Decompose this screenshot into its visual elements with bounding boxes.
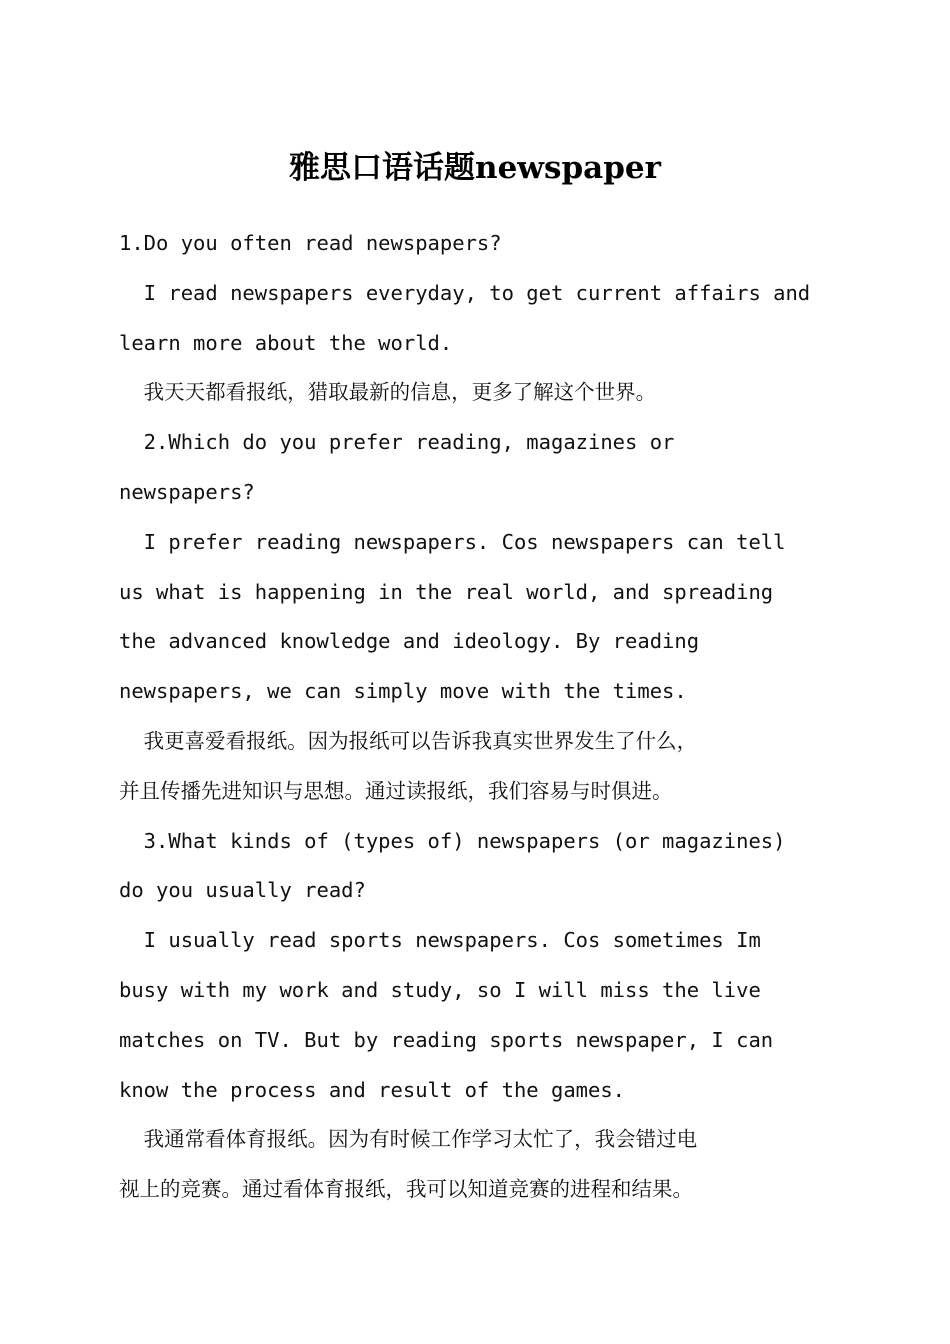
document-title: 雅思口语话题newspaper bbox=[289, 150, 661, 186]
text-line: 我通常看体育报纸。因为有时候工作学习太忙了，我会错过电 bbox=[119, 1127, 698, 1152]
text-line: the advanced knowledge and ideology. By reading bbox=[119, 629, 700, 654]
text-line: 视上的竞赛。通过看体育报纸，我可以知道竞赛的进程和结果。 bbox=[119, 1177, 693, 1202]
document-body bbox=[119, 219, 839, 1215]
text-line: I prefer reading newspapers. Cos newspapers can tell bbox=[119, 529, 786, 554]
text-line: 我天天都看报纸，猎取最新的信息，更多了解这个世界。 bbox=[119, 380, 657, 405]
text-line: know the process and result of the games. bbox=[119, 1077, 626, 1102]
text-line: us what is happening in the real world, and spreading bbox=[119, 579, 774, 604]
text-line: 3.What kinds of (types of) newspapers (or magazines) bbox=[119, 828, 786, 853]
text-line: I read newspapers everyday, to get current affairs and bbox=[119, 280, 811, 305]
text-line: do you usually read? bbox=[119, 878, 366, 903]
text-line: learn more about the world. bbox=[119, 330, 453, 355]
text-line: busy with my work and study, so I will miss the live bbox=[119, 977, 761, 1002]
text-line: I usually read sports newspapers. Cos sometimes Im bbox=[119, 928, 761, 953]
text-line: 1.Do you often read newspapers? bbox=[119, 231, 502, 255]
text-line: 并且传播先进知识与思想。通过读报纸，我们容易与时俱进。 bbox=[119, 778, 673, 803]
text-line: newspapers, we can simply move with the times. bbox=[119, 679, 687, 704]
text-line: 我更喜爱看报纸。因为报纸可以告诉我真实世界发生了什么， bbox=[119, 728, 698, 753]
text-line: matches on TV. But by reading sports newspaper, I can bbox=[119, 1027, 774, 1052]
text-line: 2.Which do you prefer reading, magazines or bbox=[119, 430, 675, 455]
text-line: newspapers? bbox=[119, 479, 255, 504]
